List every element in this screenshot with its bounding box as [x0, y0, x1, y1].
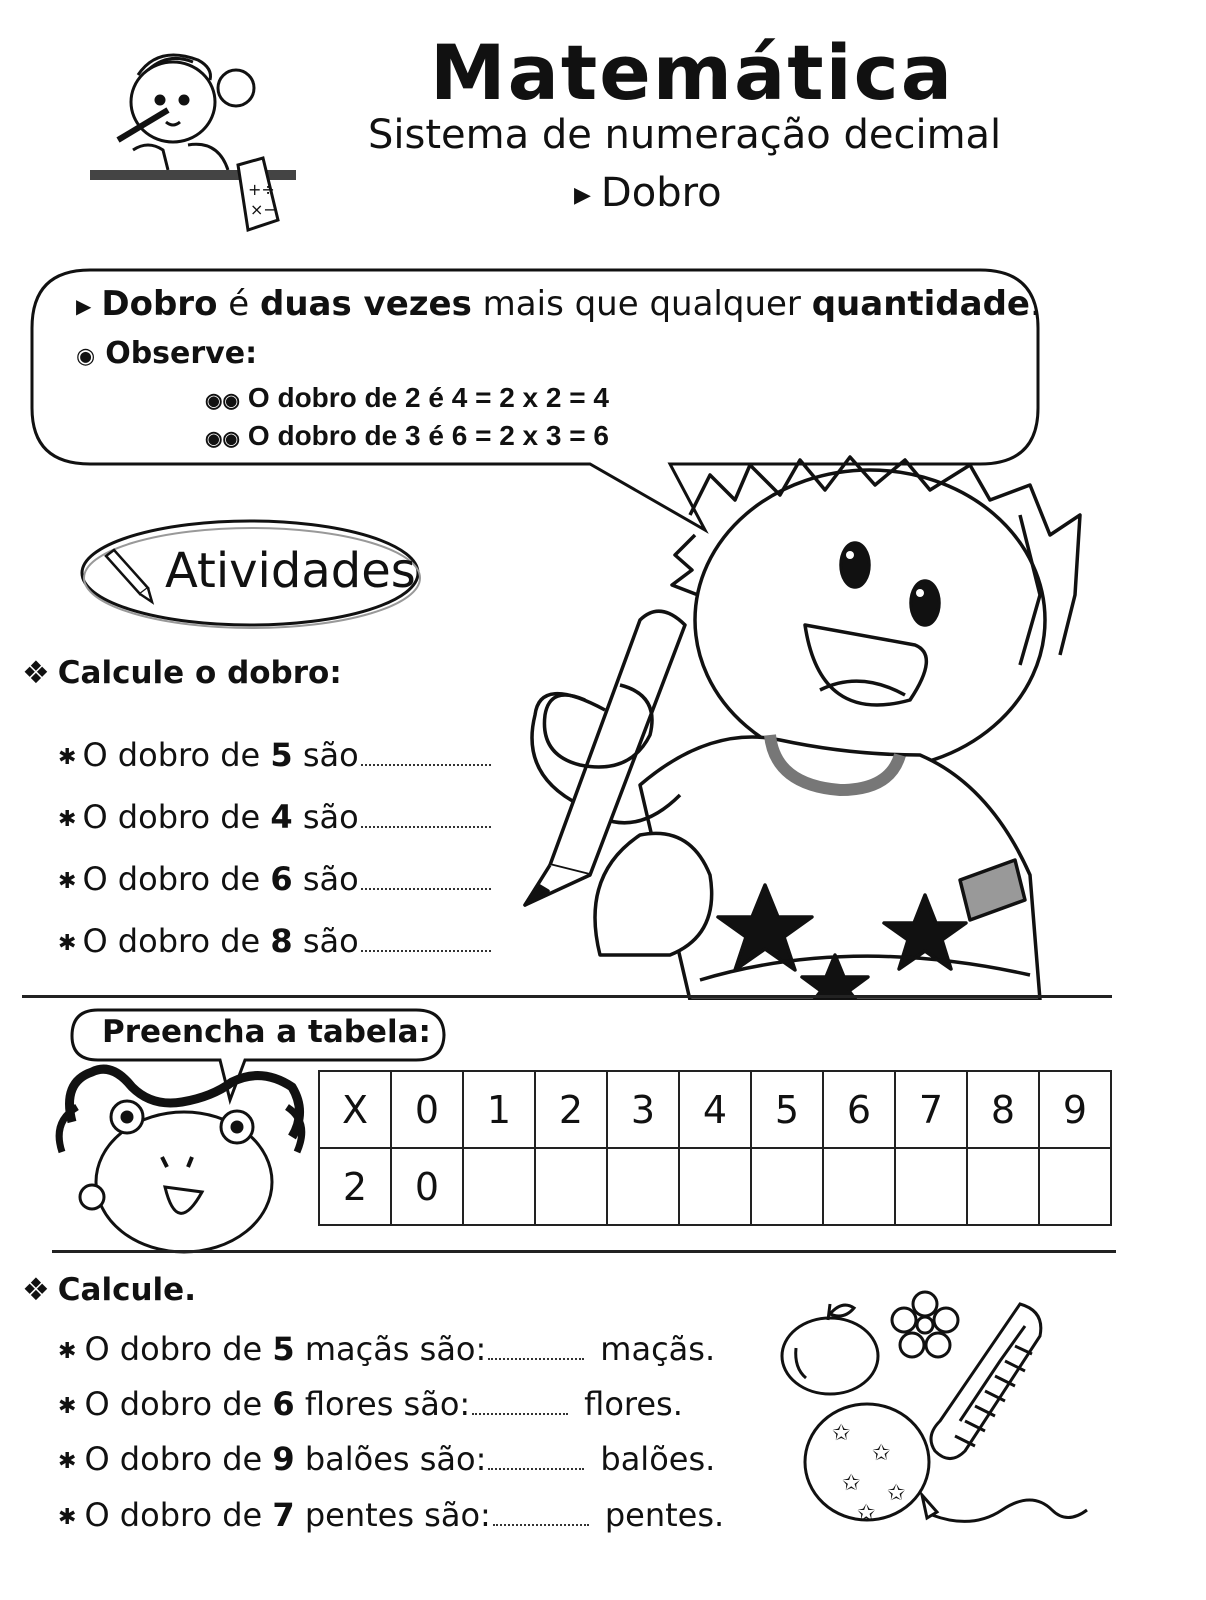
table-cell[interactable] — [967, 1148, 1039, 1225]
star-bullet-icon: ✱ — [58, 1338, 77, 1364]
item-number: 6 — [272, 1385, 295, 1423]
list-item — [58, 922, 491, 960]
observe-label — [76, 336, 257, 371]
table-cell[interactable] — [463, 1148, 535, 1225]
item-suffix: são — [292, 922, 359, 960]
child-writing-icon — [88, 40, 303, 240]
topic-text: Dobro — [600, 170, 722, 216]
star-bullet-icon: ✱ — [58, 930, 77, 956]
item-prefix: O dobro de — [82, 922, 271, 960]
item-text: balões são: — [294, 1440, 487, 1478]
item-text: pentes são: — [294, 1496, 491, 1534]
svg-text:+÷: +÷ — [248, 180, 275, 199]
star-bullet-icon: ✱ — [58, 868, 77, 894]
example-line — [205, 382, 609, 414]
star-bullet-icon: ✱ — [58, 806, 77, 832]
svg-text:✩: ✩ — [842, 1471, 861, 1496]
item-unit: pentes. — [604, 1496, 725, 1534]
table-cell: 3 — [607, 1071, 679, 1148]
table-cell[interactable] — [535, 1148, 607, 1225]
table-cell: 9 — [1039, 1071, 1111, 1148]
table-cell: 1 — [463, 1071, 535, 1148]
child-with-pencil-icon — [520, 455, 1100, 1000]
answer-blank[interactable] — [488, 1357, 584, 1360]
item-prefix: O dobro de — [82, 860, 271, 898]
list-item — [58, 736, 491, 774]
topic-heading — [574, 170, 722, 216]
balloon-icon — [802, 1400, 1092, 1535]
item-number: 4 — [270, 798, 293, 836]
table-prompt: Preencha a tabela: — [102, 1014, 431, 1050]
item-unit: balões. — [600, 1440, 716, 1478]
table-cell[interactable] — [895, 1148, 967, 1225]
observe-text: Observe: — [105, 336, 258, 371]
star-bullet-icon: ✱ — [58, 1504, 77, 1530]
svg-text:×−: ×− — [250, 200, 277, 219]
triangle-bullet-icon: ▶ — [574, 182, 591, 208]
section-heading — [22, 1272, 196, 1308]
item-unit: flores. — [584, 1385, 683, 1423]
list-item — [58, 1440, 715, 1478]
item-number: 5 — [270, 736, 293, 774]
table-cell: 8 — [967, 1071, 1039, 1148]
table-cell[interactable] — [751, 1148, 823, 1225]
svg-text:✩: ✩ — [832, 1421, 851, 1446]
example-line — [205, 420, 609, 452]
item-number: 7 — [272, 1496, 295, 1534]
activities-label: Atividades — [165, 543, 416, 599]
item-prefix: O dobro de — [82, 736, 271, 774]
def-bold-quantidade: quantidade — [811, 284, 1030, 324]
list-item — [58, 1496, 724, 1534]
double-target-icon: ◉◉ — [205, 390, 240, 412]
table-cell: 0 — [391, 1071, 463, 1148]
answer-blank[interactable] — [493, 1523, 589, 1526]
item-text: maçãs são: — [294, 1330, 487, 1368]
star-bullet-icon: ✱ — [58, 1448, 77, 1474]
table-cell: 7 — [895, 1071, 967, 1148]
table-cell: X — [319, 1071, 391, 1148]
list-item — [58, 860, 491, 898]
item-prefix: O dobro de — [84, 1385, 273, 1423]
example-text: O dobro de 2 é 4 = 2 x 2 = 4 — [247, 382, 609, 413]
item-prefix: O dobro de — [84, 1496, 273, 1534]
table-cell[interactable] — [679, 1148, 751, 1225]
svg-text:✩: ✩ — [872, 1441, 891, 1466]
section-heading — [22, 655, 342, 691]
def-bold-dobro: Dobro — [101, 284, 218, 324]
svg-text:✩: ✩ — [857, 1501, 876, 1526]
section-heading-text: Calcule o dobro: — [57, 655, 342, 691]
star-bullet-icon: ✱ — [58, 744, 77, 770]
page-title: Matemática — [430, 28, 954, 117]
doubles-table — [318, 1070, 1112, 1226]
item-number: 9 — [272, 1440, 295, 1478]
answer-blank[interactable] — [361, 763, 491, 766]
item-suffix: são — [292, 798, 359, 836]
item-number: 6 — [270, 860, 293, 898]
list-item — [58, 1330, 715, 1368]
svg-text:✩: ✩ — [887, 1481, 906, 1506]
table-answer-row — [319, 1148, 1111, 1225]
divider — [22, 995, 1112, 998]
table-cell: 6 — [823, 1071, 895, 1148]
divider — [52, 1250, 1116, 1253]
answer-blank[interactable] — [361, 825, 491, 828]
item-number: 8 — [270, 922, 293, 960]
item-prefix: O dobro de — [84, 1440, 273, 1478]
definition-text — [76, 284, 1041, 324]
item-prefix: O dobro de — [84, 1330, 273, 1368]
example-text: O dobro de 3 é 6 = 2 x 3 = 6 — [247, 420, 609, 451]
table-cell[interactable] — [823, 1148, 895, 1225]
table-cell: 0 — [391, 1148, 463, 1225]
answer-blank[interactable] — [488, 1467, 584, 1470]
star-bullet-icon: ✱ — [58, 1393, 77, 1419]
page-subtitle: Sistema de numeração decimal — [368, 112, 1002, 158]
diamond-bullet-icon: ❖ — [22, 1272, 50, 1308]
table-cell: 5 — [751, 1071, 823, 1148]
item-suffix: são — [292, 736, 359, 774]
item-suffix: são — [292, 860, 359, 898]
girl-face-icon — [52, 1062, 312, 1257]
double-target-icon: ◉◉ — [205, 428, 240, 450]
section-heading-text: Calcule. — [57, 1272, 196, 1308]
table-body — [319, 1071, 1111, 1225]
answer-blank[interactable] — [361, 949, 491, 952]
table-cell: 4 — [679, 1071, 751, 1148]
item-text: flores são: — [294, 1385, 471, 1423]
item-number: 5 — [272, 1330, 295, 1368]
table-cell: 2 — [319, 1148, 391, 1225]
def-bold-duas-vezes: duas vezes — [259, 284, 472, 324]
apple-icon — [778, 1298, 883, 1398]
def-text-e: é — [217, 284, 260, 324]
list-item — [58, 798, 491, 836]
diamond-bullet-icon: ❖ — [22, 655, 50, 691]
def-period: . — [1029, 284, 1041, 324]
list-item — [58, 1385, 683, 1423]
table-cell: 2 — [535, 1071, 607, 1148]
target-bullet-icon: ◉ — [76, 344, 96, 369]
item-unit: maçãs. — [600, 1330, 716, 1368]
item-prefix: O dobro de — [82, 798, 271, 836]
table-cell[interactable] — [607, 1148, 679, 1225]
def-text-mais: mais que qualquer — [471, 284, 812, 324]
triangle-bullet-icon: ▶ — [76, 293, 92, 318]
answer-blank[interactable] — [472, 1412, 568, 1415]
answer-blank[interactable] — [361, 887, 491, 890]
table-header-row — [319, 1071, 1111, 1148]
table-cell[interactable] — [1039, 1148, 1111, 1225]
